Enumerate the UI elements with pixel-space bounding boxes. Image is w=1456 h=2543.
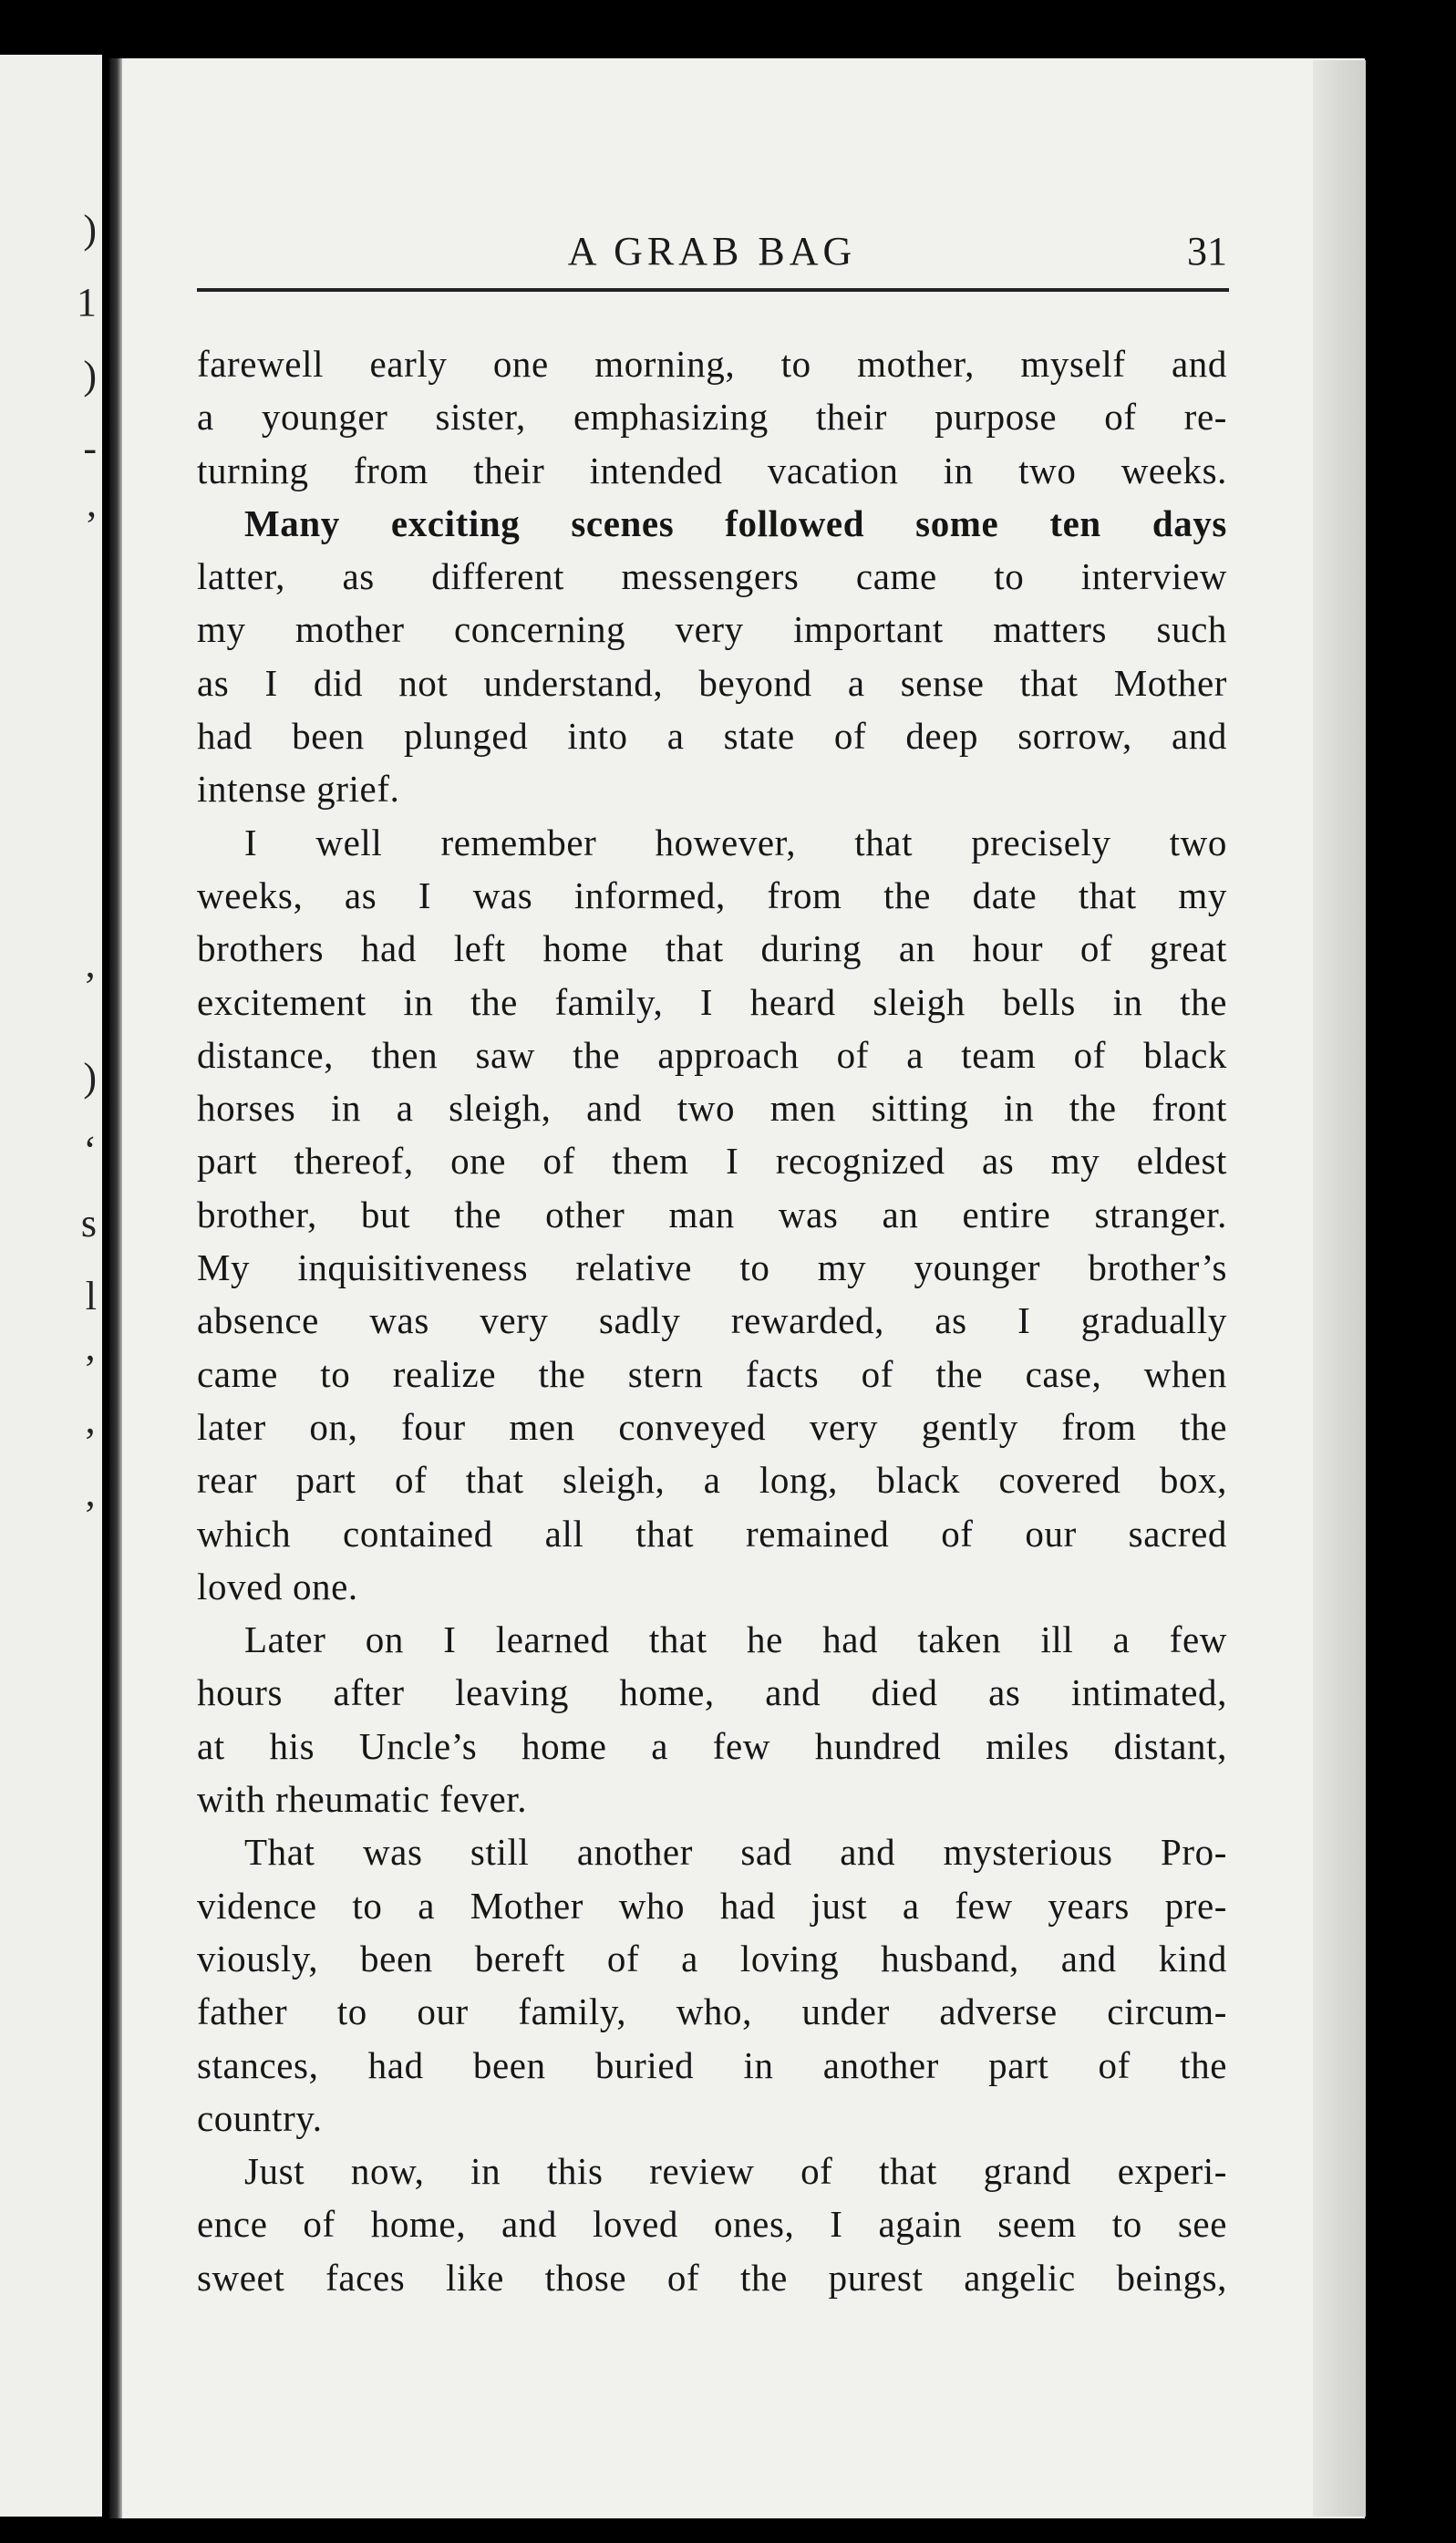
running-title: A GRAB BAG: [567, 229, 857, 274]
header-rule: [197, 288, 1229, 292]
text-line: brothers had left home that during an hour of great: [197, 927, 1227, 970]
facing-page-mark: l: [85, 1274, 97, 1318]
text-line: My inquisitiveness relative to my younger brother’s: [197, 1246, 1227, 1289]
text-line: weeks, as I was informed, from the date that my: [197, 874, 1227, 916]
text-line: came to realize the stern facts of the case, when: [197, 1352, 1227, 1395]
text-line: intense grief.: [197, 768, 400, 811]
text-line: which contained all that remained of our sacred: [197, 1512, 1227, 1555]
running-head: [197, 228, 1227, 283]
facing-page-mark: ‘: [83, 1128, 97, 1173]
facing-page-mark: ’: [83, 964, 97, 1008]
text-line: distance, then saw the approach of a team of black: [197, 1033, 1227, 1076]
text-line: loved one.: [197, 1565, 358, 1607]
facing-page-mark: 1: [77, 280, 97, 325]
page-number: 31: [1187, 229, 1227, 274]
facing-page-mark: s: [80, 1201, 97, 1246]
facing-page-mark: ’: [83, 1420, 97, 1464]
facing-page-mark: ): [83, 207, 97, 252]
text-line: Many exciting scenes followed some ten days: [244, 501, 1227, 544]
text-line: farewell early one morning, to mother, myself and: [197, 343, 1227, 385]
spine-shadow: [109, 58, 122, 2518]
text-line: sweet faces like those of the purest angelic beings,: [197, 2256, 1227, 2299]
facing-page-mark: -: [83, 426, 97, 470]
text-line: stances, had been buried in another part of the: [197, 2043, 1227, 2086]
facing-page-mark: ): [83, 353, 97, 398]
text-line: rear part of that sleigh, a long, black covered box,: [197, 1459, 1227, 1502]
text-line: part thereof, one of them I recognized as my eldest: [197, 1140, 1227, 1183]
text-line: absence was very sadly rewarded, as I gradually: [197, 1299, 1227, 1342]
facing-page-mark: ,: [87, 481, 97, 525]
page-edge-shading: [1313, 60, 1366, 2517]
facing-page-edge: [0, 55, 102, 2517]
text-line: Later on I learned that he had taken ill a few: [244, 1618, 1227, 1661]
text-line: as I did not understand, beyond a sense that Mother: [197, 661, 1227, 704]
text-line: I well remember however, that precisely two: [244, 821, 1227, 863]
facing-page-marks: [0, 55, 102, 2517]
facing-page-mark: ): [83, 1055, 97, 1100]
text-line: Just now, in this review of that grand experi-: [244, 2150, 1227, 2193]
facing-page-mark: ’: [83, 1493, 97, 1537]
text-line: my mother concerning very important matters such: [197, 608, 1227, 651]
text-line: hours after leaving home, and died as intimated,: [197, 1671, 1227, 1714]
text-line: That was still another sad and mysterious Pro-: [244, 1831, 1227, 1874]
text-line: horses in a sleigh, and two men sitting in the front: [197, 1087, 1227, 1130]
text-line: later on, four men conveyed very gently from the: [197, 1405, 1227, 1448]
text-line: brother, but the other man was an entire stranger.: [197, 1193, 1227, 1235]
text-line: latter, as different messengers came to interview: [197, 555, 1227, 598]
text-line: excitement in the family, I heard sleigh bells in the: [197, 980, 1227, 1023]
text-line: vidence to a Mother who had just a few years pre-: [197, 1884, 1227, 1927]
body-text: [197, 337, 1227, 2304]
text-line: at his Uncle’s home a few hundred miles distant,: [197, 1724, 1227, 1767]
text-line: turning from their intended vacation in two weeks.: [197, 449, 1227, 491]
text-line: ence of home, and loved ones, I again seem to see: [197, 2203, 1227, 2246]
text-line: with rheumatic fever.: [197, 1778, 528, 1821]
text-line: viously, been bereft of a loving husband, and kind: [197, 1937, 1227, 1980]
text-line: a younger sister, emphasizing their purpose of re-: [197, 396, 1227, 439]
text-line: had been plunged into a state of deep sorrow, and: [197, 715, 1227, 758]
text-line: father to our family, who, under adverse circum-: [197, 1990, 1227, 2033]
facing-page-mark: ’: [83, 1347, 97, 1391]
text-line: country.: [197, 2096, 323, 2139]
